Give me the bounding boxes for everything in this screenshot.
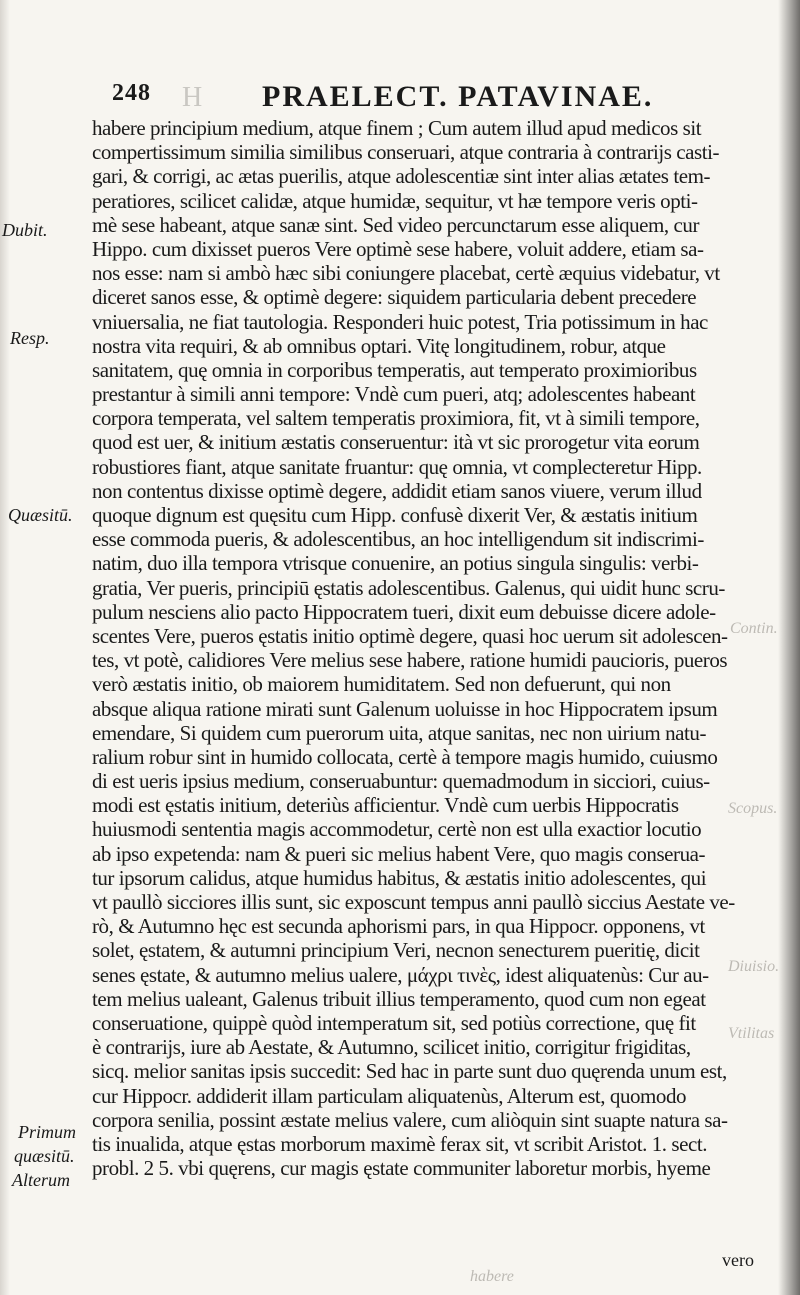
text-line: modi est ęstatis initium, deteriùs afficientur. Vndè cum uerbis Hippocratis: [92, 793, 679, 818]
text-line: vt paullò sicciores illis sunt, sic exposcunt tempus anni paullò siccius Aestate ve-: [92, 890, 735, 914]
faint-note-scopus: Scopus.: [728, 800, 778, 817]
text-line: non contentus dixisse optimè degere, addidit etiam sanos viuere, verum illud: [92, 478, 702, 503]
text-line: nostra vita requiri, & ab omnibus optari. Vitę longitudinem, robur, atque: [92, 333, 666, 358]
text-line: peratiores, scilicet calidæ, atque humidæ, sequitur, vt hæ tempore veris opti-: [92, 188, 698, 213]
text-line: pulum nesciens alio pacto Hippocratem tueri, dixit eum debuisse dicere adole-: [92, 599, 716, 624]
text-line: solet, ęstatem, & autumni principium Veri, necnon senecturem pueritię, dicit: [92, 938, 700, 963]
page-gutter-shadow: [0, 0, 10, 1295]
page-edge-shadow: [778, 0, 800, 1295]
text-line: compertissimum similia similibus conseruari, atque contraria à contrarijs casti-: [92, 140, 720, 165]
text-line: tur ipsorum calidus, atque humidus habitus, & æstatis initio adolescentes, qui: [92, 865, 707, 890]
text-line: corpora temperata, vel saltem temperatis proximiora, fit, vt à simili tempore,: [92, 406, 700, 431]
text-line: quoque dignum est quęsitu cum Hipp. confusè dixerit Ver, & æstatis initium: [92, 503, 698, 527]
margin-note-dubit: Dubit.: [2, 220, 48, 240]
margin-note-resp: Resp.: [10, 328, 50, 348]
text-line: vniuersalia, ne fiat tautologia. Responderi huic potest, Tria potissimum in hac: [92, 309, 708, 334]
text-line: sanitatem, quę omnia in corporibus temperatis, aut temperato proximioribus: [92, 357, 697, 382]
text-line: è contrarijs, iure ab Aestate, & Autumno, scilicet initio, corrigitur frigiditas,: [92, 1035, 691, 1060]
text-line: esse commoda pueris, & adolescentibus, an hoc intelligendum sit indiscrimi-: [92, 527, 704, 552]
text-line: rò, & Autumno hęc est secunda aphorismi pars, in qua Hippocr. opponens, vt: [92, 914, 705, 939]
text-line: natim, duo illa tempora vtrisque conuenire, an potius singula singulis: verbi-: [92, 551, 699, 576]
text-line: conseruatione, quippè quòd intemperatum sit, sed potiùs correctione, quę fit: [92, 1010, 696, 1035]
text-line: huiusmodi sententia magis accommodetur, certè non est ulla exactior locutio: [92, 817, 702, 842]
text-line: di est ueris ipsius medium, conseruabuntur: quemadmodum in sicciori, cuius-: [92, 769, 710, 794]
text-line: corpora senilia, possint æstate melius valere, cum aliòquin sint suapte natura sa-: [92, 1107, 728, 1132]
margin-note-quaesitu: Quæsitū.: [8, 505, 73, 525]
text-line: ab ipso expetenda: nam & pueri sic melius habent Vere, quo magis conserua-: [92, 841, 706, 866]
text-line: [92, 1180, 764, 1204]
text-line: verò æstatis initio, ob maiorem humiditatem. Sed non defuerunt, qui non: [92, 672, 671, 697]
text-line: cur Hippocr. addiderit illam particulam aliquatenùs, Alterum est, quomodo: [92, 1083, 687, 1108]
faint-note-contin: Contin.: [730, 620, 778, 637]
faint-note-diuisio: Diuisio.: [728, 958, 780, 975]
margin-note-primum: Primum: [18, 1122, 76, 1142]
text-line: gratia, Ver pueris, principiū ęstatis adolescentibus. Galenus, qui uidit hunc scru-: [92, 575, 725, 600]
text-line: emendare, Si quidem cum puerorum uita, atque sanitas, nec non uirium natu-: [92, 720, 707, 745]
faint-note-habere: habere: [470, 1268, 514, 1285]
text-line: absque aliqua ratione mirati sunt Galenum uoluisse in hoc Hippocratem ipsum: [92, 696, 718, 721]
text-line: diceret sanos esse, & optimè degere: siquidem particularia debent precedere: [92, 285, 697, 310]
margin-note-quaesitu-2: quæsitū.: [14, 1146, 75, 1166]
text-line: sicq. melior sanitas ipsis succedit: Sed hac in parte sunt duo quęrenda unum est,: [92, 1059, 727, 1084]
text-line: gari, & corrigi, ac ætas puerilis, atque adolescentiæ sint inter alias ætates tem-: [92, 164, 710, 189]
text-line: ralium robur sint in humido collocata, certè à tempore magis humido, cuiusmo: [92, 744, 718, 769]
text-line: quod est uer, & initium æstatis conseruentur: ità vt sic prorogetur vita eorum: [92, 430, 700, 455]
text-line: tis inualida, atque ęstas morborum maximè ferax sit, vt scribit Aristot. 1. sect.: [92, 1131, 708, 1156]
text-line: tes, vt potè, calidiores Vere melius sese habere, ratione humidi paucioris, pueros: [92, 648, 728, 673]
running-head: PRAELECT. PATAVINAE.: [262, 80, 654, 113]
text-line: mè sese habeant, atque sanæ sint. Sed video percunctarum esse aliquem, cur: [92, 212, 699, 237]
page-number: 248: [112, 80, 151, 106]
bleed-through-letter: H: [182, 82, 205, 113]
margin-note-alterum: Alterum: [12, 1170, 70, 1190]
body-text: [92, 116, 764, 1204]
text-line: robustiores fiant, atque sanitate fruantur: quę omnia, vt complecteretur Hipp.: [92, 454, 702, 479]
text-line: habere principium medium, atque finem ; Cum autem illud apud medicos sit: [92, 116, 702, 140]
faint-note-vtilitas: Vtilitas: [728, 1025, 775, 1042]
text-line: prestantur à simili anni tempore: Vndè cum pueri, atq; adolescentes habeant: [92, 382, 696, 407]
text-line: probl. 2 5. vbi quęrens, cur magis ęstate communiter laboretur morbis, hyeme: [92, 1156, 711, 1181]
text-line: Hippo. cum dixisset pueros Vere optimè sese habere, voluit addere, etiam sa-: [92, 236, 704, 261]
catchword: vero: [722, 1250, 754, 1270]
text-line: senes ęstate, & autumno melius ualere, μάχρι τινὲς, idest aliquatenùs: Cur au-: [92, 962, 709, 987]
text-line: tem melius ualeant, Galenus tribuit illius temperamento, quod cum non egeat: [92, 986, 706, 1011]
text-line: nos esse: nam si ambò hæc sibi coniungere placebat, certè æquius videbatur, vt: [92, 261, 720, 286]
text-line: scentes Vere, pueros ęstatis initio optimè degere, quasi hoc uerum sit adolescen-: [92, 623, 728, 648]
